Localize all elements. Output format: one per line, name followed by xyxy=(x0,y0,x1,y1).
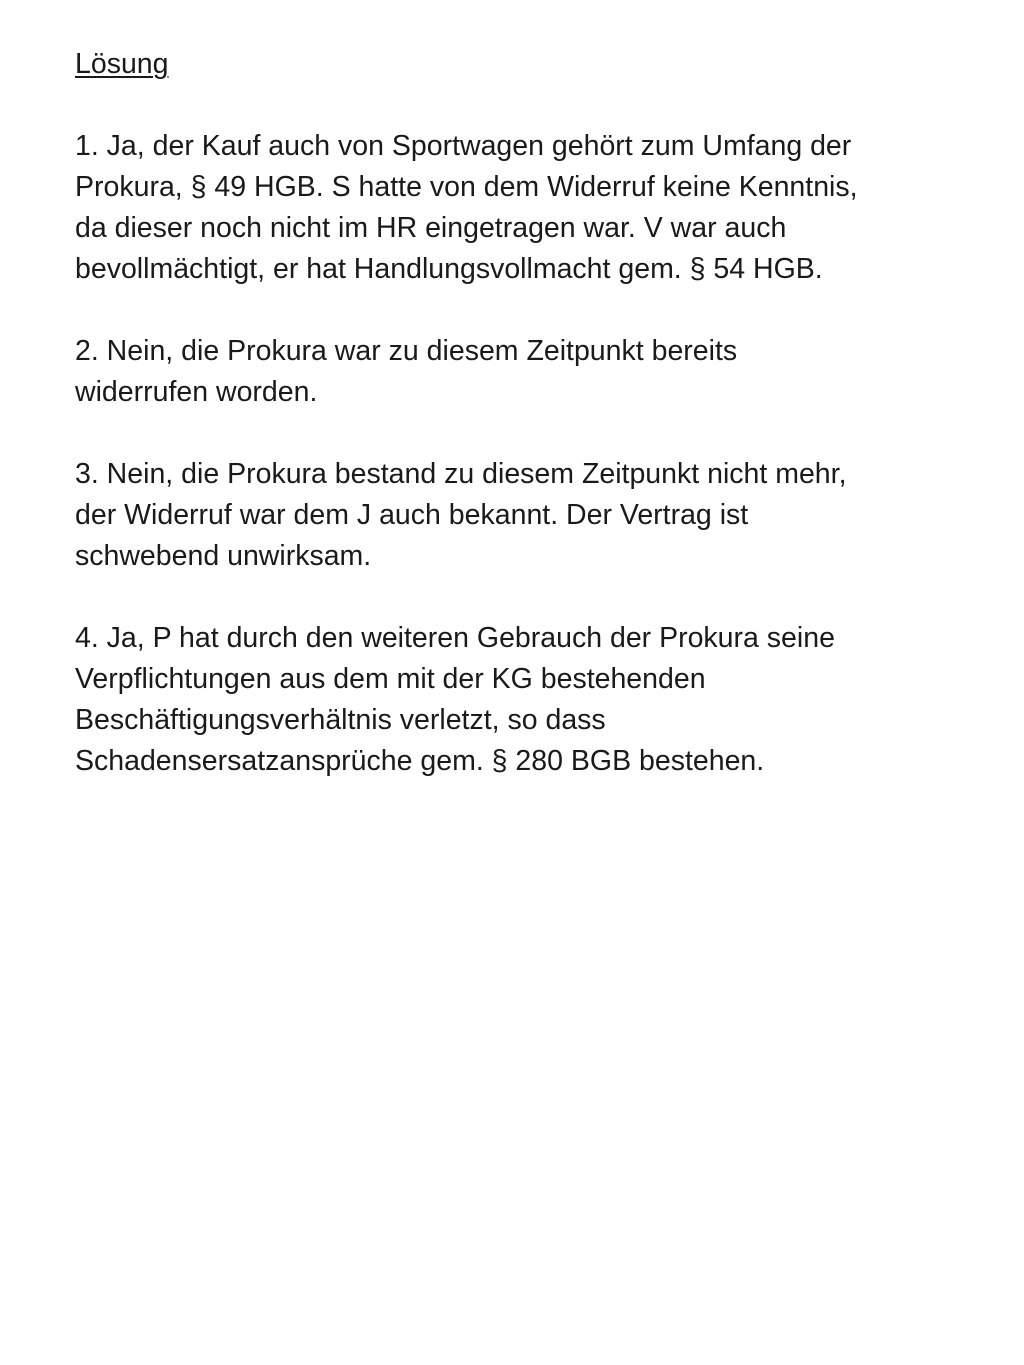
answer-2 xyxy=(75,331,975,413)
answer-line: bevollmächtigt, er hat Handlungsvollmacht gem. § 54 HGB. xyxy=(75,253,823,285)
document-page xyxy=(75,44,975,823)
answer-list xyxy=(75,126,975,782)
answer-line: 4. Ja, P hat durch den weiteren Gebrauch der Prokura seine xyxy=(75,622,835,654)
answer-line: Prokura, § 49 HGB. S hatte von dem Widerruf keine Kenntnis, xyxy=(75,171,858,203)
answer-line: schwebend unwirksam. xyxy=(75,540,372,572)
answer-3 xyxy=(75,454,975,577)
page-title: Lösung xyxy=(75,48,169,80)
answer-1 xyxy=(75,126,975,290)
answer-4 xyxy=(75,618,975,782)
answer-line: 1. Ja, der Kauf auch von Sportwagen gehört zum Umfang der xyxy=(75,130,852,162)
answer-line: Beschäftigungsverhältnis verletzt, so dass xyxy=(75,704,606,736)
answer-line: widerrufen worden. xyxy=(75,376,318,408)
answer-line: Verpflichtungen aus dem mit der KG bestehenden xyxy=(75,663,706,695)
answer-line: 2. Nein, die Prokura war zu diesem Zeitpunkt bereits xyxy=(75,335,738,367)
answer-line: da dieser noch nicht im HR eingetragen war. V war auch xyxy=(75,212,787,244)
answer-line: Schadensersatzansprüche gem. § 280 BGB bestehen. xyxy=(75,745,765,777)
answer-line: der Widerruf war dem J auch bekannt. Der Vertrag ist xyxy=(75,499,749,531)
answer-line: 3. Nein, die Prokura bestand zu diesem Zeitpunkt nicht mehr, xyxy=(75,458,847,490)
